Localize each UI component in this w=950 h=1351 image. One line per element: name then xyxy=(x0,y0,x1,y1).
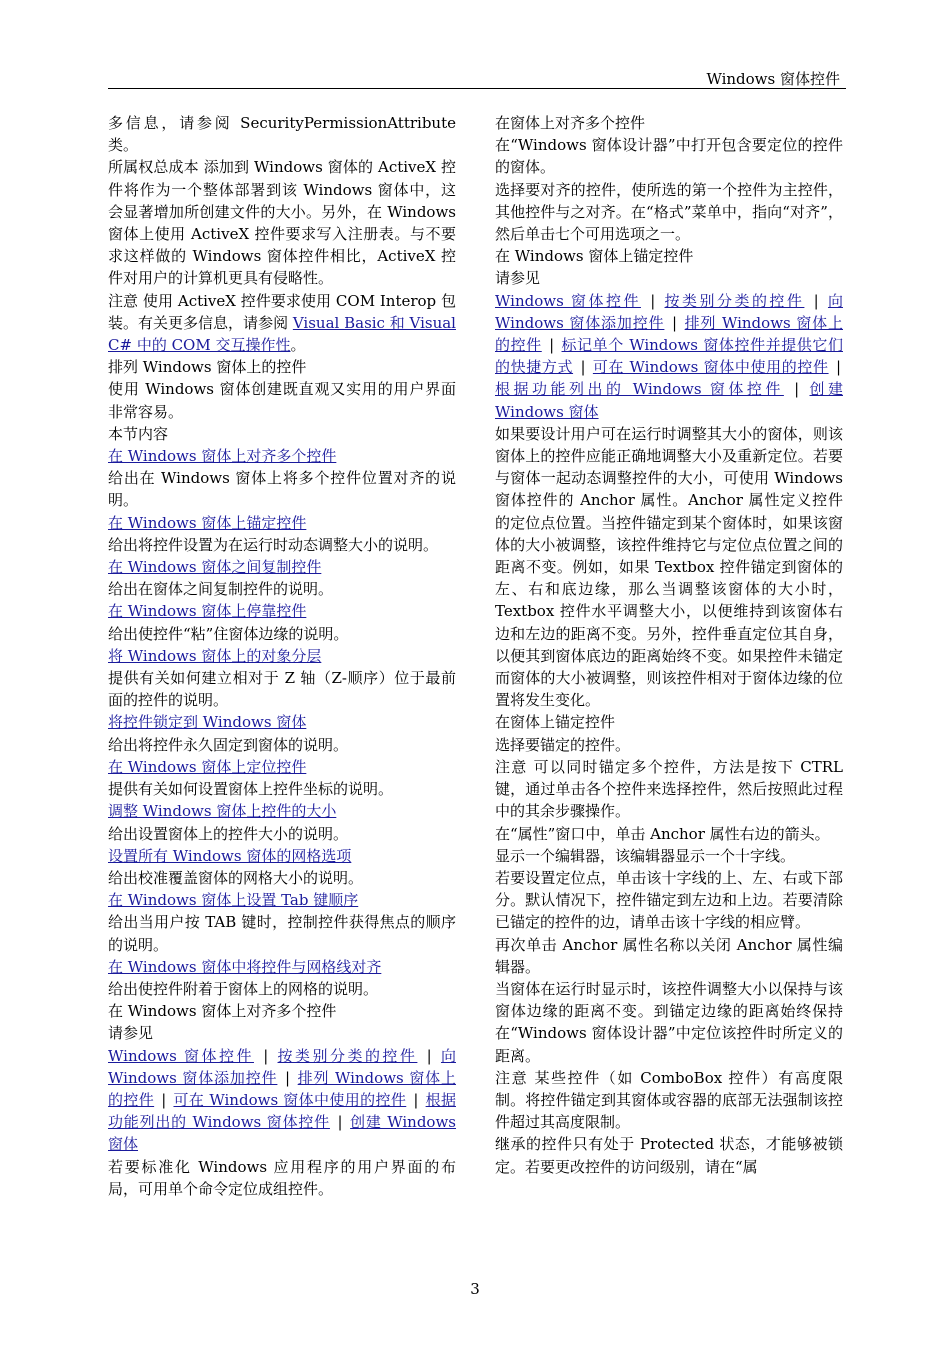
left-column xyxy=(108,112,456,1200)
link-separator: | xyxy=(642,291,663,310)
doc-link[interactable]: 在 Windows 窗体上对齐多个控件 xyxy=(108,447,337,466)
paragraph: 排列 Windows 窗体上的控件 xyxy=(108,358,307,377)
paragraph xyxy=(108,290,456,357)
paragraph: 提供有关如何设置窗体上控件坐标的说明。 xyxy=(108,780,394,799)
header-rule xyxy=(108,88,846,89)
link-separator: | xyxy=(830,358,841,377)
paragraph: 再次单击 Anchor 属性名称以关闭 Anchor 属性编辑器。 xyxy=(495,935,843,976)
paragraph: 在 Windows 窗体上锚定控件 xyxy=(495,247,694,266)
link-separator: | xyxy=(666,313,683,332)
paragraph: 选择要对齐的控件，使所选的第一个控件为主控件，其他控件与之对齐。在“格式”菜单中，指向“对齐”，然后单击七个可用选项之一。 xyxy=(495,180,843,244)
header-title: Windows 窗体控件 xyxy=(706,70,840,88)
doc-link[interactable]: 在 Windows 窗体上定位控件 xyxy=(108,757,307,776)
doc-link[interactable]: 在 Windows 窗体上停靠控件 xyxy=(108,602,307,621)
paragraph: 显示一个编辑器，该编辑器显示一个十字线。 xyxy=(495,846,796,865)
paragraph: 在窗体上对齐多个控件 xyxy=(495,114,646,132)
page-number: 3 xyxy=(470,1280,480,1298)
link-item xyxy=(108,889,456,911)
paragraph: 多信息，请参阅 SecurityPermissionAttribute 类。 xyxy=(108,114,456,155)
link-separator: | xyxy=(279,1068,296,1087)
paragraph: 注意 某些控件（如 ComboBox 控件）有高度限制。将控件锚定到其窗体或容器的底部无法强制该控件超过其高度限制。 xyxy=(495,1068,843,1132)
doc-link[interactable]: 向 Windows 窗体添加控件 xyxy=(108,1046,456,1087)
doc-link[interactable]: 设置所有 Windows 窗体的网格选项 xyxy=(108,846,352,865)
link-item xyxy=(108,711,456,733)
paragraph: 给出使控件“粘”住窗体边缘的说明。 xyxy=(108,624,349,643)
link-item xyxy=(108,800,456,822)
paragraph: 给出在窗体之间复制控件的说明。 xyxy=(108,580,334,599)
link-separator: | xyxy=(331,1113,349,1132)
paragraph: 给出校准覆盖窗体的网格大小的说明。 xyxy=(108,868,364,887)
doc-link[interactable]: 在 Windows 窗体上设置 Tab 键顺序 xyxy=(108,891,359,910)
doc-link[interactable]: 可在 Windows 窗体中使用的控件 xyxy=(592,358,829,377)
doc-link[interactable]: 向 Windows 窗体添加控件 xyxy=(495,291,843,332)
paragraph: 若要标准化 Windows 应用程序的用户界面的布局，可用单个命令定位成组控件。 xyxy=(108,1157,456,1198)
paragraph: 当窗体在运行时显示时，该控件调整大小以保持与该窗体边缘的距离不变。到锚定边缘的距离始终保持在“Windows 窗体设计器”中定位该控件时所定义的距离。 xyxy=(495,979,843,1065)
doc-link[interactable]: 排列 Windows 窗体上的控件 xyxy=(108,1068,456,1109)
paragraph: 给出设置窗体上的控件大小的说明。 xyxy=(108,824,349,843)
paragraph: 请参见 xyxy=(108,1024,154,1043)
paragraph: 在“属性”窗口中，单击 Anchor 属性右边的箭头。 xyxy=(495,824,830,843)
link-item xyxy=(108,445,456,467)
doc-link[interactable]: 排列 Windows 窗体上的控件 xyxy=(495,313,843,355)
link-separator: | xyxy=(408,1090,424,1109)
paragraph: 在 Windows 窗体上对齐多个控件 xyxy=(108,1002,337,1021)
paragraph-text: 注意 使用 ActiveX 控件要求使用 COM Interop 包装。有关更多信息，请参阅 xyxy=(108,291,456,332)
paragraph: 注意 可以同时锚定多个控件，方法是按下 CTRL 键，通过单击各个控件来选择控件，然后按照此过程中的其余步骤操作。 xyxy=(495,757,843,821)
right-column xyxy=(495,112,843,1178)
link-separator: | xyxy=(255,1046,276,1065)
link-item xyxy=(108,556,456,578)
link-item xyxy=(108,512,456,534)
link-separator: | xyxy=(785,380,808,399)
link-item xyxy=(108,845,456,867)
link-separator: | xyxy=(806,291,826,310)
paragraph: 继承的控件只有处于 Protected 状态，才能够被锁定。若要更改控件的访问级别，请在“属 xyxy=(495,1135,843,1176)
paragraph: 给出在 Windows 窗体上将多个控件位置对齐的说明。 xyxy=(108,469,456,510)
page-header xyxy=(108,66,846,88)
doc-link[interactable]: 在 Windows 窗体之间复制控件 xyxy=(108,558,322,577)
doc-link[interactable]: 创建 Windows 窗体 xyxy=(495,380,843,421)
doc-link[interactable]: 在 Windows 窗体上锚定控件 xyxy=(108,513,307,532)
paragraph: 请参见 xyxy=(495,269,541,288)
link-item xyxy=(108,756,456,778)
doc-link[interactable]: 创建 Windows 窗体 xyxy=(108,1113,456,1154)
see-also-links xyxy=(108,1045,456,1156)
paragraph: 提供有关如何建立相对于 Z 轴（Z-顺序）位于最前面的控件的说明。 xyxy=(108,669,456,710)
doc-link[interactable]: 根据功能列出的 Windows 窗体控件 xyxy=(108,1090,456,1132)
link-separator: | xyxy=(543,336,560,355)
doc-link[interactable]: Windows 窗体控件 xyxy=(495,291,641,310)
link-separator: | xyxy=(575,358,591,377)
doc-link[interactable]: 按类别分类的控件 xyxy=(277,1046,418,1065)
doc-link[interactable]: 调整 Windows 窗体上控件的大小 xyxy=(108,802,337,821)
paragraph: 如果要设计用户可在运行时调整其大小的窗体，则该窗体上的控件应能正确地调整大小及重新定位。若要与窗体一起动态调整控件的大小，可使用 Windows 窗体控件的 Anchor 属性。Anchor 属性定义控件的定位点位置。当控件锚定到某个窗体时，如果该窗体的大小被调整，该控件维持它与定位点位置之间的距离不变。例如，如果 Textbox 控件锚定到窗体的左、右和底边缘，那么当调整该窗体的大小时，Textbox 控件水平调整大小，以便维持到该窗体右边和左边的距离不变。另外，控件垂直定位其自身，以便其到窗体底边的距离始终不变。如果控件未锚定而窗体的大小被调整，则该控件相对于窗体边缘的位置将发生变化。 xyxy=(495,424,843,710)
paragraph: 给出当用户按 TAB 键时，控制控件获得焦点的顺序的说明。 xyxy=(108,913,456,954)
doc-link[interactable]: 标记单个 Windows 窗体控件并提供它们的快捷方式 xyxy=(495,336,843,377)
paragraph: 在窗体上锚定控件 xyxy=(495,713,616,732)
paragraph: 在“Windows 窗体设计器”中打开包含要定位的控件的窗体。 xyxy=(495,136,843,177)
doc-link[interactable]: 将 Windows 窗体上的对象分层 xyxy=(108,646,322,665)
paragraph: 使用 Windows 窗体创建既直观又实用的用户界面非常容易。 xyxy=(108,380,456,421)
doc-link[interactable]: 在 Windows 窗体中将控件与网格线对齐 xyxy=(108,957,382,976)
link-separator: | xyxy=(419,1046,439,1065)
paragraph: 所属权总成本 添加到 Windows 窗体的 ActiveX 控件将作为一个整体部署到该 Windows 窗体中，这会显著增加所创建文件的大小。另外，在 Windows 窗体上使用 ActiveX 控件要求写入注册表。与不要求这样做的 Windows 窗体控件相比，ActiveX 控件对用户的计算机更具有侵略性。 xyxy=(108,158,456,288)
paragraph: 若要设置定位点，单击该十字线的上、左、右或下部分。默认情况下，控件锚定到左边和上边。若要清除已锚定的控件的边，请单击该十字线的相应臂。 xyxy=(495,868,843,932)
paragraph: 选择要锚定的控件。 xyxy=(495,735,631,754)
doc-link[interactable]: 可在 Windows 窗体中使用的控件 xyxy=(173,1090,407,1109)
doc-link[interactable]: Windows 窗体控件 xyxy=(108,1046,254,1065)
paragraph: 本节内容 xyxy=(108,424,169,443)
link-item xyxy=(108,600,456,622)
doc-link[interactable]: 将控件锁定到 Windows 窗体 xyxy=(108,713,307,732)
paragraph: 给出将控件永久固定到窗体的说明。 xyxy=(108,735,349,754)
doc-link[interactable]: Visual Basic 和 Visual C# 中的 COM 交互操作性 xyxy=(108,313,456,355)
paragraph-text: 。 xyxy=(290,336,306,355)
doc-link[interactable]: 根据功能列出的 Windows 窗体控件 xyxy=(495,380,784,399)
doc-link[interactable]: 按类别分类的控件 xyxy=(664,291,805,310)
paragraph: 给出将控件设置为在运行时动态调整大小的说明。 xyxy=(108,535,439,554)
paragraph: 给出使控件附着于窗体上的网格的说明。 xyxy=(108,979,379,998)
see-also-links xyxy=(495,290,843,423)
link-item xyxy=(108,645,456,667)
link-separator: | xyxy=(156,1090,172,1109)
link-item xyxy=(108,956,456,978)
